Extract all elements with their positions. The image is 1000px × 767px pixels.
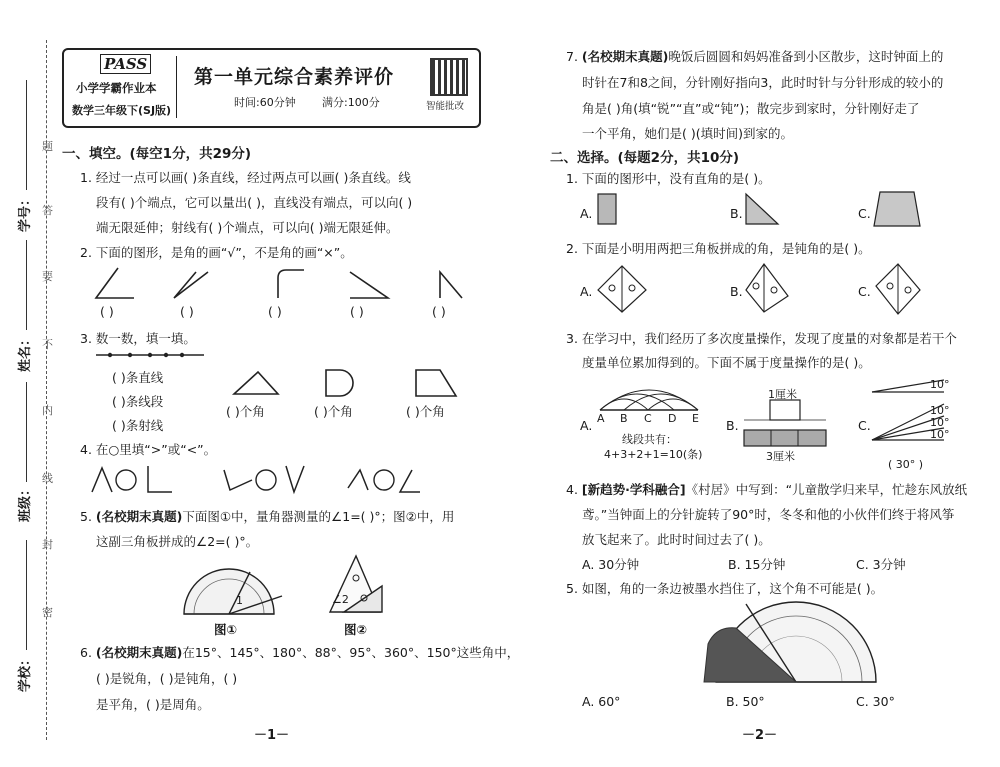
q3-dshape-angles[interactable]: ( )个角: [314, 404, 353, 419]
q6-tag: (名校期末真题): [95, 645, 183, 660]
seal-char: 线: [42, 472, 53, 485]
q6-line1: 6. (名校期末真题)在15°、145°、180°、88°、95°、360°、150°这些角中，: [80, 645, 520, 660]
c2-option-a[interactable]: A.: [580, 284, 593, 299]
pt-c: C: [644, 412, 652, 425]
pt-e: E: [692, 412, 699, 425]
c1-option-a[interactable]: A.: [580, 206, 593, 221]
student-id-label: 学号：: [18, 192, 33, 232]
c4-tag: [新趋势·学科融合]: [581, 482, 686, 497]
section2-heading: 二、选择。(每题2分，共10分): [550, 150, 740, 166]
q2-blank-1[interactable]: ( ): [100, 304, 114, 319]
exam-time: 时间:60分钟: [234, 96, 296, 109]
segment-calc: 4+3+2+1=10(条): [604, 448, 703, 461]
q3-trapezoid-angles[interactable]: ( )个角: [406, 404, 445, 419]
pt-b: B: [620, 412, 628, 425]
c4-line2: 鸢。”当钟面上的分针旋转了90°时，冬冬和他的小伙伴们终于将风筝: [582, 507, 955, 522]
c3-option-b[interactable]: B.: [726, 418, 739, 433]
page-title: 第一单元综合素养评价: [194, 66, 395, 88]
q3-triangle-angles[interactable]: ( )个角: [226, 404, 265, 419]
seal-char: 内: [42, 404, 53, 417]
class-label: 班级：: [18, 482, 33, 522]
pt-d: D: [668, 412, 677, 425]
c4-line1: 4. [新趋势·学科融合]《村居》中写到：“儿童散学归来早，忙趁东风放纸: [566, 482, 968, 497]
c3-line2: 度量单位累加得到的。下面不属于度量操作的是( )。: [582, 355, 871, 370]
c5-option-c[interactable]: C. 30°: [856, 694, 895, 709]
name-label: 姓名：: [18, 332, 33, 372]
grade-edition: 数学三年级下(SJ版): [72, 104, 172, 117]
q1-line1: 1. 经过一点可以画( )条直线，经过两点可以画( )条直线。线: [80, 170, 411, 185]
q6-text: 在15°、145°、180°、88°、95°、360°、150°这些角中，: [182, 645, 520, 660]
deg-label-2: 10°: [930, 404, 950, 417]
angle-mark-1: 1: [236, 594, 243, 607]
segment-label: 线段共有：: [622, 433, 677, 446]
c5-option-a[interactable]: A. 60°: [582, 694, 621, 709]
school-label: 学校：: [18, 652, 33, 692]
c1-option-b[interactable]: B.: [730, 206, 743, 221]
pt-a: A: [597, 412, 605, 425]
c4-option-b[interactable]: B. 15分钟: [728, 557, 786, 572]
seal-char: 答: [42, 204, 53, 217]
q2-blank-5[interactable]: ( ): [432, 304, 446, 319]
seal-char: 密: [42, 606, 53, 619]
series-name: 小学学霸作业本: [76, 81, 157, 95]
c5-option-b[interactable]: B. 50°: [726, 694, 765, 709]
c1-text: 1. 下面的图形中，没有直角的是( )。: [566, 171, 771, 186]
q7-line1: 7. (名校期末真题)晚饭后圆圆和妈妈准备到小区散步，这时钟面上的: [566, 49, 944, 64]
c4-option-c[interactable]: C. 3分钟: [856, 557, 906, 572]
q3-lines-blank[interactable]: ( )条直线: [112, 370, 164, 385]
seal-char: 题: [42, 140, 53, 153]
cm1-label: 1厘米: [768, 388, 797, 401]
full-score: 满分:100分: [322, 96, 380, 109]
q2-text: 2. 下面的图形，是角的画“√”，不是角的画“×”。: [80, 245, 353, 260]
c3-option-a[interactable]: A.: [580, 418, 593, 433]
fig2-caption: 图②: [344, 622, 368, 637]
q1-line3: 端无限延伸；射线有( )个端点，可以向( )端无限延伸。: [96, 220, 399, 235]
seal-char: 不: [42, 338, 53, 351]
q2-blank-3[interactable]: ( ): [268, 304, 282, 319]
c2-option-b[interactable]: B.: [730, 284, 743, 299]
q5-tag: (名校期末真题): [95, 509, 183, 524]
seal-char: 封: [42, 538, 53, 551]
deg-label-4: 10°: [930, 428, 950, 441]
q2-blank-4[interactable]: ( ): [350, 304, 364, 319]
qr-caption: 智能批改: [426, 101, 465, 112]
q6-line2: ( )是锐角，( )是钝角，( ): [96, 671, 238, 686]
q6-line3: 是平角，( )是周角。: [96, 697, 210, 712]
q4-text: 4. 在○里填“>”或“<”。: [80, 442, 217, 457]
c4-line3: 放飞起来了。此时时间过去了( )。: [582, 532, 771, 547]
q1-line2: 段有( )个端点，它可以量出( )，直线没有端点，可以向( ): [96, 195, 413, 210]
section1-heading: 一、填空。(每空1分，共29分): [62, 146, 252, 162]
c2-text: 2. 下面是小明用两把三角板拼成的角，是钝角的是( )。: [566, 241, 871, 256]
c3-answer: ( 30° ): [888, 458, 924, 471]
q5-line2: 这副三角板拼成的∠2=( )°。: [96, 534, 259, 549]
fig1-caption: 图①: [214, 622, 238, 637]
c4-option-a[interactable]: A. 30分钟: [582, 557, 640, 572]
deg-label-1: 10°: [930, 378, 950, 391]
q7-line2: 时针在7和8之间，分针刚好指向3，此时时针与分针形成的较小的: [582, 75, 944, 90]
cm3-label: 3厘米: [766, 450, 795, 463]
seal-char: 要: [42, 270, 53, 283]
q3-text: 3. 数一数，填一填。: [80, 331, 196, 346]
q3-segments-blank[interactable]: ( )条线段: [112, 394, 164, 409]
pass-logo: PASS: [100, 54, 151, 74]
q7-line4: 一个平角，她们是( )(填时间)到家的。: [582, 126, 793, 141]
q5-text: 下面图①中，量角器测量的∠1=( )°；图②中，用: [182, 509, 455, 524]
c1-option-c[interactable]: C.: [858, 206, 871, 221]
q5-line1: 5. (名校期末真题)下面图①中，量角器测量的∠1=( )°；图②中，用: [80, 509, 455, 524]
c3-option-c[interactable]: C.: [858, 418, 871, 433]
q7-text: 晚饭后圆圆和妈妈准备到小区散步，这时钟面上的: [668, 49, 944, 64]
q7-line3: 角是( )角(填“锐”“直”或“钝”)；散完步到家时，分针刚好走了: [582, 101, 920, 116]
deg-label-3: 10°: [930, 416, 950, 429]
page-number-2: －2－: [742, 728, 778, 743]
c3-line1: 3. 在学习中，我们经历了多次度量操作，发现了度量的对象都是若干个: [566, 331, 957, 346]
q2-blank-2[interactable]: ( ): [180, 304, 194, 319]
q7-tag: (名校期末真题): [581, 49, 669, 64]
page-number-1: －1－: [254, 728, 290, 743]
angle-mark-2: ∠2: [332, 593, 349, 606]
c4-text: 《村居》中写到：“儿童散学归来早，忙趁东风放纸: [685, 482, 968, 497]
c2-option-c[interactable]: C.: [858, 284, 871, 299]
q3-rays-blank[interactable]: ( )条射线: [112, 418, 164, 433]
c5-text: 5. 如图，角的一条边被墨水挡住了，这个角不可能是( )。: [566, 581, 884, 596]
